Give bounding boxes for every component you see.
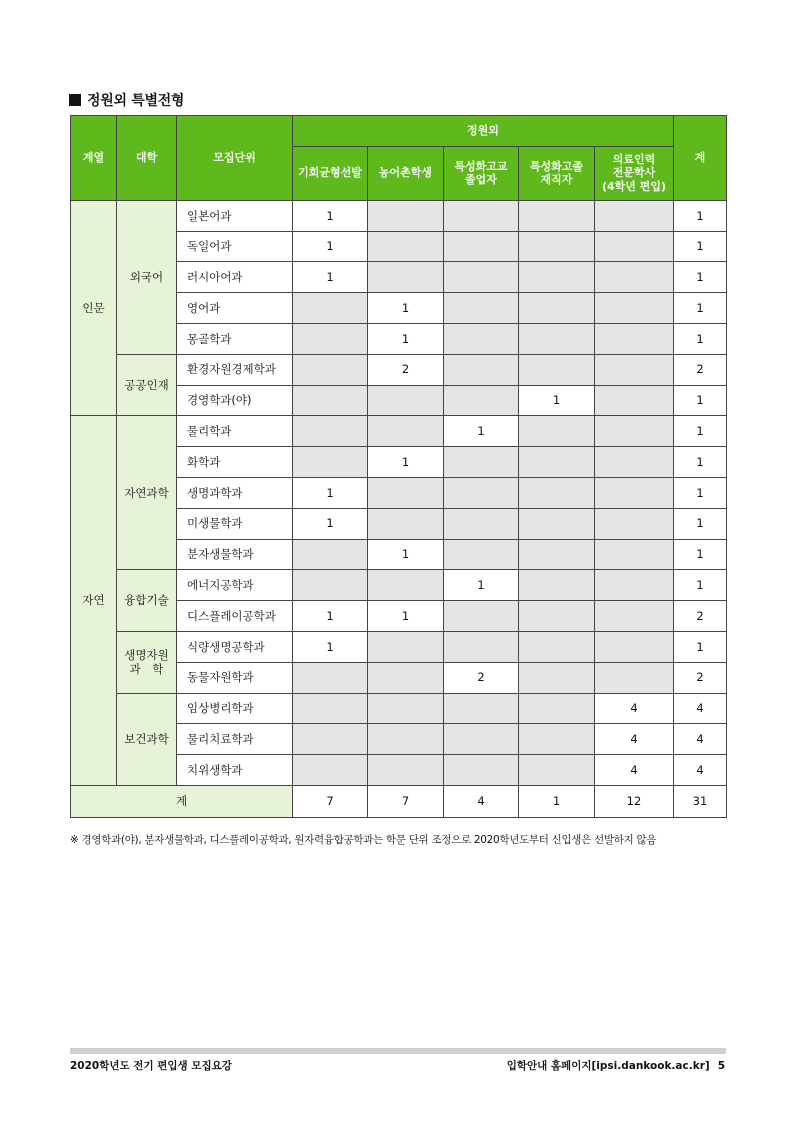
header-college: 대학 xyxy=(117,116,177,201)
row-total-cell: 1 xyxy=(674,416,727,447)
row-total-cell: 1 xyxy=(674,477,727,508)
row-total-cell: 1 xyxy=(674,293,727,324)
quota-cell xyxy=(519,724,595,755)
quota-cell xyxy=(519,508,595,539)
quota-cell xyxy=(444,200,519,231)
total-row xyxy=(71,785,727,817)
footer-divider xyxy=(70,1048,726,1054)
quota-cell xyxy=(444,631,519,662)
table-row xyxy=(71,693,727,724)
section-title xyxy=(69,90,184,110)
quota-cell xyxy=(595,416,674,447)
quota-cell xyxy=(293,293,368,324)
college-cell: 보건과학 xyxy=(117,693,177,785)
header-sub-4: 특성화고졸 재직자 xyxy=(519,146,595,200)
quota-cell: 1 xyxy=(293,200,368,231)
college-cell: 외국어 xyxy=(117,200,177,354)
quota-cell xyxy=(368,662,444,693)
dept-cell: 임상병리학과 xyxy=(177,693,293,724)
table-row xyxy=(71,354,727,385)
row-total-cell: 1 xyxy=(674,323,727,354)
quota-cell xyxy=(444,354,519,385)
quota-cell xyxy=(595,539,674,570)
quota-cell xyxy=(444,724,519,755)
quota-cell xyxy=(444,385,519,416)
quota-cell xyxy=(293,662,368,693)
row-total-cell: 1 xyxy=(674,385,727,416)
quota-cell xyxy=(595,477,674,508)
header-sub-1: 기회균형선발 xyxy=(293,146,368,200)
quota-cell xyxy=(444,508,519,539)
college-cell: 생명자원 과 학 xyxy=(117,631,177,693)
table-row xyxy=(71,631,727,662)
row-total-cell: 2 xyxy=(674,662,727,693)
row-total-cell: 4 xyxy=(674,724,727,755)
quota-cell xyxy=(368,477,444,508)
quota-cell: 4 xyxy=(595,724,674,755)
quota-cell xyxy=(368,385,444,416)
quota-cell xyxy=(595,508,674,539)
quota-cell: 2 xyxy=(368,354,444,385)
row-total-cell: 1 xyxy=(674,447,727,478)
quota-cell xyxy=(293,416,368,447)
total-value-cell: 12 xyxy=(595,785,674,817)
quota-cell xyxy=(519,570,595,601)
quota-cell xyxy=(444,477,519,508)
row-total-cell: 4 xyxy=(674,755,727,786)
quota-cell xyxy=(595,262,674,293)
quota-cell xyxy=(444,262,519,293)
quota-cell xyxy=(519,447,595,478)
quota-cell: 1 xyxy=(444,570,519,601)
dept-cell: 경영학과(야) xyxy=(177,385,293,416)
row-total-cell: 1 xyxy=(674,631,727,662)
row-total-cell: 4 xyxy=(674,693,727,724)
total-value-cell: 7 xyxy=(293,785,368,817)
table-row xyxy=(71,200,727,231)
quota-cell: 1 xyxy=(293,508,368,539)
quota-cell xyxy=(519,200,595,231)
square-bullet-icon xyxy=(69,94,81,106)
dept-cell: 독일어과 xyxy=(177,231,293,262)
quota-cell xyxy=(595,447,674,478)
quota-cell: 4 xyxy=(595,693,674,724)
quota-cell xyxy=(519,416,595,447)
header-field: 계열 xyxy=(71,116,117,201)
quota-cell xyxy=(519,323,595,354)
row-total-cell: 1 xyxy=(674,231,727,262)
quota-cell: 1 xyxy=(368,539,444,570)
row-total-cell: 1 xyxy=(674,508,727,539)
table-row xyxy=(71,416,727,447)
quota-cell: 1 xyxy=(368,323,444,354)
footnote: ※ 경영학과(야), 분자생물학과, 디스플레이공학과, 원자력융합공학과는 학문 단위 조정으로 2020학년도부터 신입생은 선발하지 않음 xyxy=(70,834,657,846)
page-number: 5 xyxy=(717,1060,725,1072)
quota-cell xyxy=(368,231,444,262)
row-total-cell: 2 xyxy=(674,601,727,632)
quota-cell xyxy=(444,447,519,478)
quota-cell xyxy=(595,200,674,231)
quota-cell xyxy=(444,539,519,570)
header-sub-3: 특성화고교 졸업자 xyxy=(444,146,519,200)
quota-cell xyxy=(444,293,519,324)
quota-cell xyxy=(293,693,368,724)
footer-homepage: 입학안내 홈페이지[ipsi.dankook.ac.kr] xyxy=(506,1060,710,1072)
quota-cell xyxy=(444,693,519,724)
dept-cell: 식량생명공학과 xyxy=(177,631,293,662)
quota-cell xyxy=(595,323,674,354)
dept-cell: 영어과 xyxy=(177,293,293,324)
row-total-cell: 1 xyxy=(674,570,727,601)
quota-cell: 1 xyxy=(293,631,368,662)
quota-cell xyxy=(595,293,674,324)
row-total-cell: 1 xyxy=(674,200,727,231)
header-dept: 모집단위 xyxy=(177,116,293,201)
quota-cell xyxy=(293,354,368,385)
quota-cell: 1 xyxy=(444,416,519,447)
dept-cell: 생명과학과 xyxy=(177,477,293,508)
dept-cell: 러시아어과 xyxy=(177,262,293,293)
quota-cell xyxy=(368,724,444,755)
quota-cell xyxy=(519,293,595,324)
quota-cell xyxy=(368,570,444,601)
dept-cell: 물리치료학과 xyxy=(177,724,293,755)
quota-cell xyxy=(293,724,368,755)
dept-cell: 화학과 xyxy=(177,447,293,478)
quota-cell xyxy=(519,354,595,385)
dept-cell: 미생물학과 xyxy=(177,508,293,539)
quota-cell xyxy=(368,755,444,786)
quota-cell xyxy=(595,385,674,416)
quota-cell: 1 xyxy=(368,601,444,632)
header-sub-5: 의료인력 전문학사 (4학년 편입) xyxy=(595,146,674,200)
quota-cell xyxy=(519,231,595,262)
quota-cell xyxy=(519,631,595,662)
quota-cell xyxy=(368,631,444,662)
footer-right xyxy=(499,1058,725,1073)
quota-cell xyxy=(444,231,519,262)
quota-cell xyxy=(444,323,519,354)
quota-cell: 1 xyxy=(368,447,444,478)
college-cell: 자연과학 xyxy=(117,416,177,570)
header-sub-2: 농어촌학생 xyxy=(368,146,444,200)
quota-cell xyxy=(519,601,595,632)
table-row xyxy=(71,570,727,601)
quota-cell: 1 xyxy=(293,601,368,632)
quota-cell xyxy=(595,631,674,662)
quota-cell: 2 xyxy=(444,662,519,693)
quota-cell xyxy=(519,755,595,786)
total-label: 계 xyxy=(71,785,293,817)
dept-cell: 동물자원학과 xyxy=(177,662,293,693)
college-cell: 공공인재 xyxy=(117,354,177,416)
quota-cell xyxy=(293,539,368,570)
dept-cell: 일본어과 xyxy=(177,200,293,231)
total-value-cell: 1 xyxy=(519,785,595,817)
row-total-cell: 1 xyxy=(674,262,727,293)
quota-cell xyxy=(595,231,674,262)
header-total: 계 xyxy=(674,116,727,201)
quota-cell xyxy=(595,662,674,693)
dept-cell: 환경자원경제학과 xyxy=(177,354,293,385)
quota-cell xyxy=(293,570,368,601)
quota-cell xyxy=(368,200,444,231)
quota-cell xyxy=(368,693,444,724)
quota-cell xyxy=(519,662,595,693)
quota-cell xyxy=(368,416,444,447)
dept-cell: 디스플레이공학과 xyxy=(177,601,293,632)
dept-cell: 분자생물학과 xyxy=(177,539,293,570)
quota-cell xyxy=(368,262,444,293)
section-title-text: 정원외 특별전형 xyxy=(87,93,185,109)
dept-cell: 몽골학과 xyxy=(177,323,293,354)
quota-cell xyxy=(444,755,519,786)
footer-title: 2020학년도 전기 편입생 모집요강 xyxy=(70,1060,232,1072)
quota-cell xyxy=(293,447,368,478)
row-total-cell: 2 xyxy=(674,354,727,385)
quota-cell xyxy=(519,262,595,293)
dept-cell: 치위생학과 xyxy=(177,755,293,786)
quota-cell xyxy=(293,755,368,786)
college-cell: 융합기술 xyxy=(117,570,177,632)
header-group: 정원외 xyxy=(293,116,674,147)
quota-cell: 1 xyxy=(293,477,368,508)
quota-cell xyxy=(293,323,368,354)
quota-cell xyxy=(293,385,368,416)
quota-cell xyxy=(368,508,444,539)
quota-cell: 1 xyxy=(293,231,368,262)
quota-cell xyxy=(595,601,674,632)
field-cell: 인문 xyxy=(71,200,117,416)
quota-cell xyxy=(595,570,674,601)
total-value-cell: 4 xyxy=(444,785,519,817)
quota-cell xyxy=(519,539,595,570)
quota-cell xyxy=(444,601,519,632)
quota-cell: 1 xyxy=(368,293,444,324)
quota-cell xyxy=(519,693,595,724)
dept-cell: 에너지공학과 xyxy=(177,570,293,601)
field-cell: 자연 xyxy=(71,416,117,786)
admission-table xyxy=(70,115,727,818)
total-value-cell: 7 xyxy=(368,785,444,817)
quota-cell xyxy=(519,477,595,508)
row-total-cell: 1 xyxy=(674,539,727,570)
dept-cell: 물리학과 xyxy=(177,416,293,447)
quota-cell: 1 xyxy=(519,385,595,416)
quota-cell xyxy=(595,354,674,385)
grand-total-cell: 31 xyxy=(674,785,727,817)
quota-cell: 4 xyxy=(595,755,674,786)
quota-cell: 1 xyxy=(293,262,368,293)
